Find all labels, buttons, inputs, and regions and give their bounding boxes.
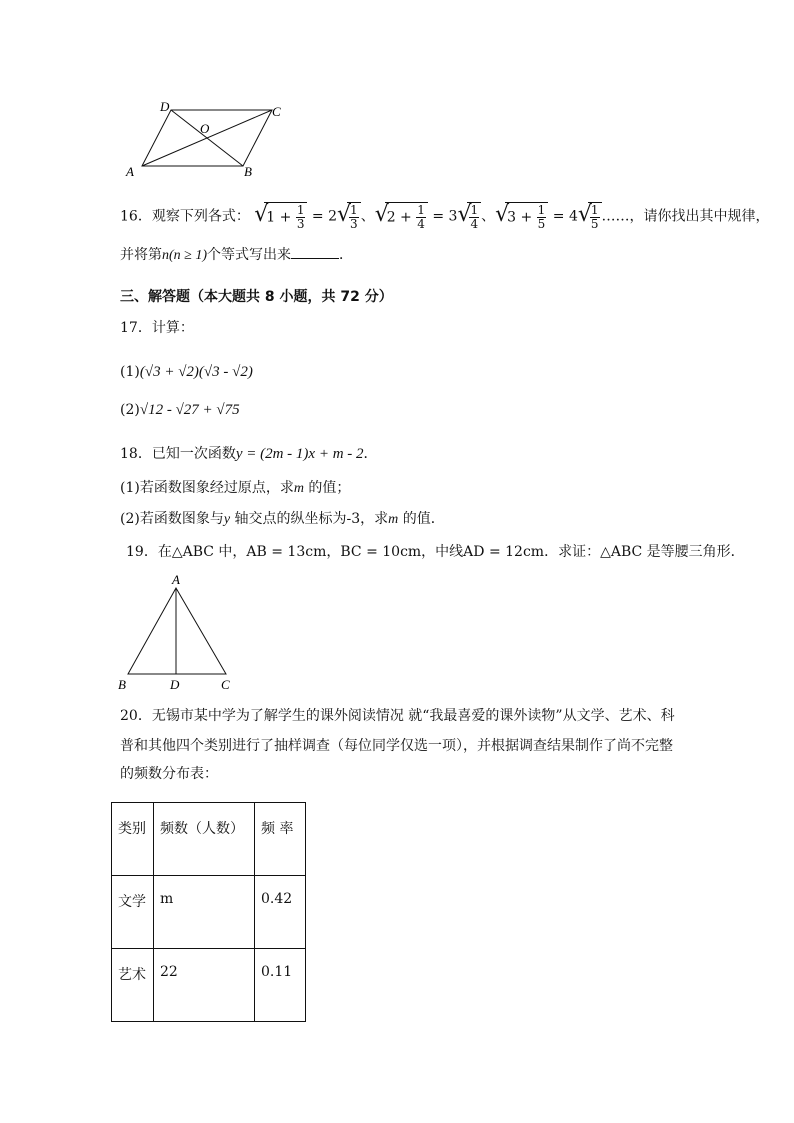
table-cell: m — [154, 876, 255, 949]
table-cell: 艺术 — [112, 949, 154, 1022]
table-header: 类别 — [112, 803, 154, 876]
table-header-row — [112, 803, 306, 876]
table-cell: 22 — [154, 949, 255, 1022]
label-d: D — [160, 99, 170, 114]
q16-lead: 观察下列各式： — [151, 208, 250, 225]
label-d: D — [170, 677, 180, 692]
q17-part1: (1)(√3 + √2)(√3 - √2) — [120, 364, 253, 380]
label-c: C — [221, 677, 230, 692]
table-row — [112, 876, 306, 949]
q17-title: 17．计算： — [120, 320, 194, 336]
triangle-abc — [128, 588, 226, 674]
frequency-table — [111, 802, 306, 1022]
q16-answer-blank[interactable] — [291, 244, 339, 259]
q16-line1: 16．观察下列各式： √ 1 + $\frac{1}{3}$ = 2 √ $\frac{1}{3}$ 、 √ 2 + $\frac{1}{4}$ = 3 √ $\frac{1}{4}$ 、 √ 3 + $\frac{1}{5}$ = 4 √ $\frac{1}{5}$ ……，请你找出其中规律， — [120, 202, 770, 231]
q19-text: 19．在△ABC 中，AB = 13cm，BC = 10cm，中线AD = 12cm．求证：△ABC 是等腰三角形． — [126, 544, 745, 560]
label-a: A — [172, 572, 180, 587]
table-header: 频 率 — [255, 803, 306, 876]
q18-part1: (1)若函数图象经过原点，求m 的值； — [120, 480, 351, 496]
label-b: B — [244, 164, 252, 178]
q16-ellipsis: ……，请你找出其中规律， — [601, 208, 770, 225]
parallelogram-figure — [120, 96, 290, 178]
table-header: 频数（人数） — [154, 803, 255, 876]
table-cell: 0.11 — [255, 949, 306, 1022]
table-cell: 0.42 — [255, 876, 306, 949]
label-a: A — [126, 164, 134, 178]
label-b: B — [118, 677, 126, 692]
section-3-heading: 三、解答题（本大题共 8 小题，共 72 分） — [120, 289, 393, 305]
q16-number: 16． — [120, 208, 152, 225]
table-cell: 文学 — [112, 876, 154, 949]
q16-equation-3: √ 3 + $\frac{1}{5}$ — [495, 202, 548, 231]
q17-part2: (2)√12 - √27 + √75 — [120, 402, 240, 418]
q20-line1: 20．无锡市某中学为了解学生的课外阅读情况 就“我最喜爱的课外读物”从文学、艺术、科 — [120, 708, 675, 724]
q20-line2: 普和其他四个类别进行了抽样调查（每位同学仅选一项），并根据调查结果制作了尚不完整 — [120, 738, 673, 754]
table-row — [112, 949, 306, 1022]
triangle-figure — [114, 570, 244, 692]
q18-part2: (2)若函数图象与y 轴交点的纵坐标为-3，求m 的值． — [120, 511, 445, 527]
q16-equation-1: √ 1 + $\frac{1}{3}$ — [254, 202, 307, 231]
label-c: C — [272, 104, 281, 119]
q16-equation-2: √ 2 + $\frac{1}{4}$ — [375, 202, 428, 231]
diagonal-bd — [171, 110, 243, 166]
label-o: O — [200, 121, 210, 136]
q20-line3: 的频数分布表： — [120, 766, 218, 782]
q18-title: 18．已知一次函数y = (2m - 1)x + m - 2． — [120, 446, 378, 462]
q16-line2: 并将第n(n ≥ 1)个等式写出来 ． — [120, 244, 353, 266]
